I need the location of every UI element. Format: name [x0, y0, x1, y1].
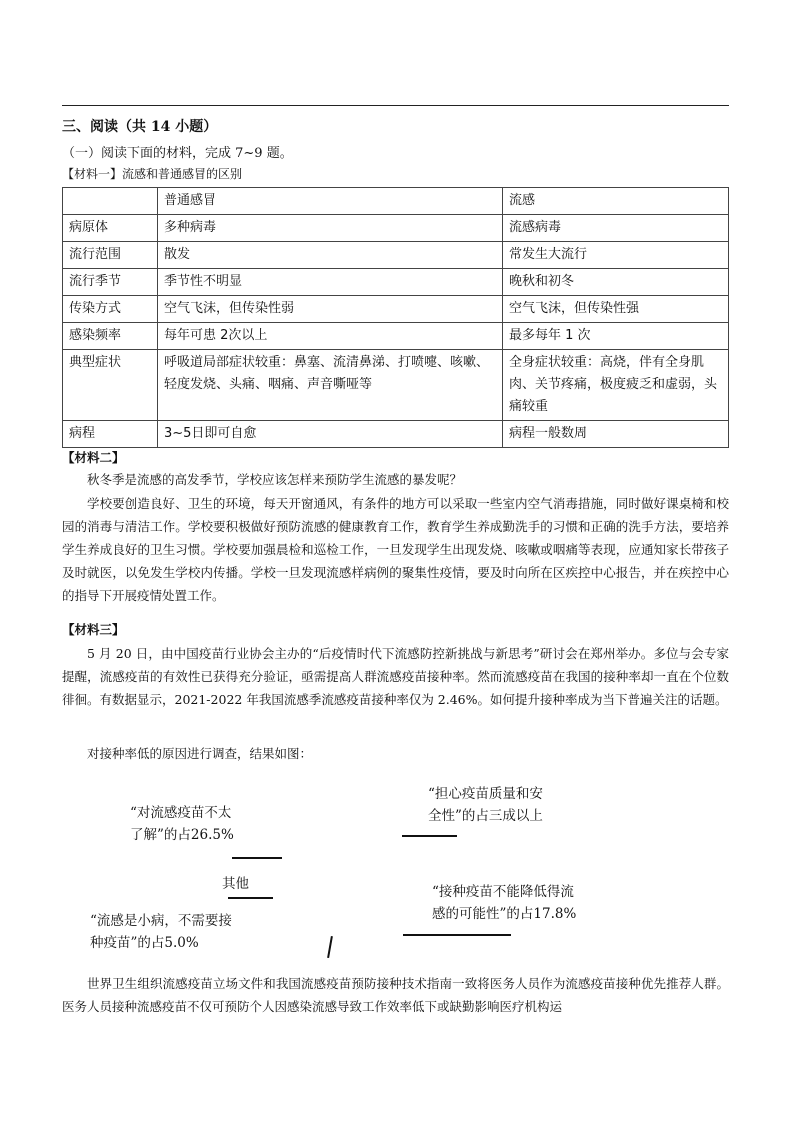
- chart-label-line: 感的可能性”的占17.8%: [432, 906, 577, 922]
- table-row: [63, 421, 729, 448]
- table-header-cell: 流感: [503, 188, 729, 215]
- table-row: [63, 215, 729, 242]
- table-cell: 流行范围: [63, 242, 158, 269]
- table-row: [63, 269, 729, 296]
- table-row: [63, 296, 729, 323]
- chart-label-line: “接种疫苗不能降低得流: [432, 884, 574, 900]
- material3-paragraph-1: 5 月 20 日，由中国疫苗行业协会主办的“后疫情时代下流感防控新挑战与新思考”研讨会在郑州举办。多位与会专家提醒，流感疫苗的有效性已获得充分验证，亟需提高人群流感疫苗接种率。然而流感疫苗在我国的接种率却一直在个位数徘徊。有数据显示，2021-2022 年我国流感季流感疫苗接种率仅为 2.46%。如何提升接种率成为当下普遍关注的话题。: [62, 646, 729, 707]
- table-cell: 散发: [158, 242, 503, 269]
- table-row: [63, 242, 729, 269]
- chart-label-line: 了解”的占26.5%: [130, 827, 234, 843]
- material3-paragraph-2: 对接种率低的原因进行调查，结果如图：: [87, 746, 313, 761]
- table-cell: 空气飞沫，但传染性弱: [158, 296, 503, 323]
- closing-paragraph: 世界卫生组织流感疫苗立场文件和我国流感疫苗预防接种技术指南一致将医务人员作为流感疫苗接种优先推荐人群。医务人员接种流感疫苗不仅可预防个人因感染流感导致工作效率低下或缺勤影响医疗机构运: [62, 976, 729, 1014]
- chart-label-line: “对流感疫苗不太: [130, 805, 232, 821]
- table-cell: 病程一般数周: [503, 421, 729, 448]
- table-cell: 季节性不明显: [158, 269, 503, 296]
- leader-line: [403, 934, 511, 936]
- section-title: 三、阅读（共 14 小题）: [62, 119, 218, 135]
- chart-label-line: “担心疫苗质量和安: [428, 786, 543, 802]
- top-rule: [62, 105, 729, 106]
- material2-label: 【材料二】: [62, 450, 125, 465]
- chart-label-other: 其他: [222, 876, 249, 892]
- chart-label-line: “流感是小病，不需要接: [90, 913, 232, 929]
- section-intro: （一）阅读下面的材料，完成 7~9 题。: [62, 146, 293, 161]
- chart-label-line: 种疫苗”的占5.0%: [90, 935, 199, 951]
- table-cell: 流感病毒: [503, 215, 729, 242]
- chart-label-minor-illness: [90, 910, 232, 954]
- table-cell: 病原体: [63, 215, 158, 242]
- table-header-cell: 普通感冒: [158, 188, 503, 215]
- table-cell: 3~5日即可自愈: [158, 421, 503, 448]
- material2-paragraph-1: 秋冬季是流感的高发季节，学校应该怎样来预防学生流感的暴发呢？: [87, 472, 463, 487]
- table-row: [63, 323, 729, 350]
- material1-label: 【材料一】流感和普通感冒的区别: [62, 167, 243, 181]
- table-cell: 空气飞沫，但传染性强: [503, 296, 729, 323]
- chart-label-line: 全性”的占三成以上: [428, 808, 543, 824]
- table-cell: 晚秋和初冬: [503, 269, 729, 296]
- table-cell: 全身症状较重：高烧，伴有全身肌肉、关节疼痛，极度疲乏和虚弱，头痛较重: [503, 350, 729, 421]
- chart-label-ineffective: [432, 881, 576, 925]
- table-cell: 每年可患 2次以上: [158, 323, 503, 350]
- material3-label: 【材料三】: [62, 622, 125, 637]
- table-cell: 最多每年 1 次: [503, 323, 729, 350]
- leader-line: [327, 936, 332, 958]
- chart-label-unfamiliar: [130, 802, 234, 846]
- table-cell: 呼吸道局部症状较重：鼻塞、流清鼻涕、打喷嚏、咳嗽、轻度发烧、头痛、咽痛、声音嘶哑等: [158, 350, 503, 421]
- leader-line: [402, 835, 457, 837]
- leader-line: [232, 857, 282, 859]
- leader-line: [228, 897, 273, 899]
- comparison-table: [62, 187, 729, 448]
- table-cell: 典型症状: [63, 350, 158, 421]
- table-header-row: [63, 188, 729, 215]
- table-cell: 多种病毒: [158, 215, 503, 242]
- chart-label-safety: [428, 783, 543, 827]
- table-row: [63, 350, 729, 421]
- table-cell: 病程: [63, 421, 158, 448]
- table-cell: 感染频率: [63, 323, 158, 350]
- table-cell: 常发生大流行: [503, 242, 729, 269]
- table-cell: 传染方式: [63, 296, 158, 323]
- table-header-cell: [63, 188, 158, 215]
- material2-paragraph-2: 学校要创造良好、卫生的环境，每天开窗通风，有条件的地方可以采取一些室内空气消毒措施，同时做好课桌椅和校园的消毒与清洁工作。学校要积极做好预防流感的健康教育工作，教育学生养成勤洗手的习惯和正确的洗手方法，要培养学生养成良好的卫生习惯。学校要加强晨检和巡检工作，一旦发现学生出现发烧、咳嗽或咽痛等表现，应通知家长带孩子及时就医，以免发生学校内传播。学校一旦发现流感样病例的聚集性疫情，要及时向所在区疾控中心报告，并在疾控中心的指导下开展疫情处置工作。: [62, 496, 729, 603]
- table-cell: 流行季节: [63, 269, 158, 296]
